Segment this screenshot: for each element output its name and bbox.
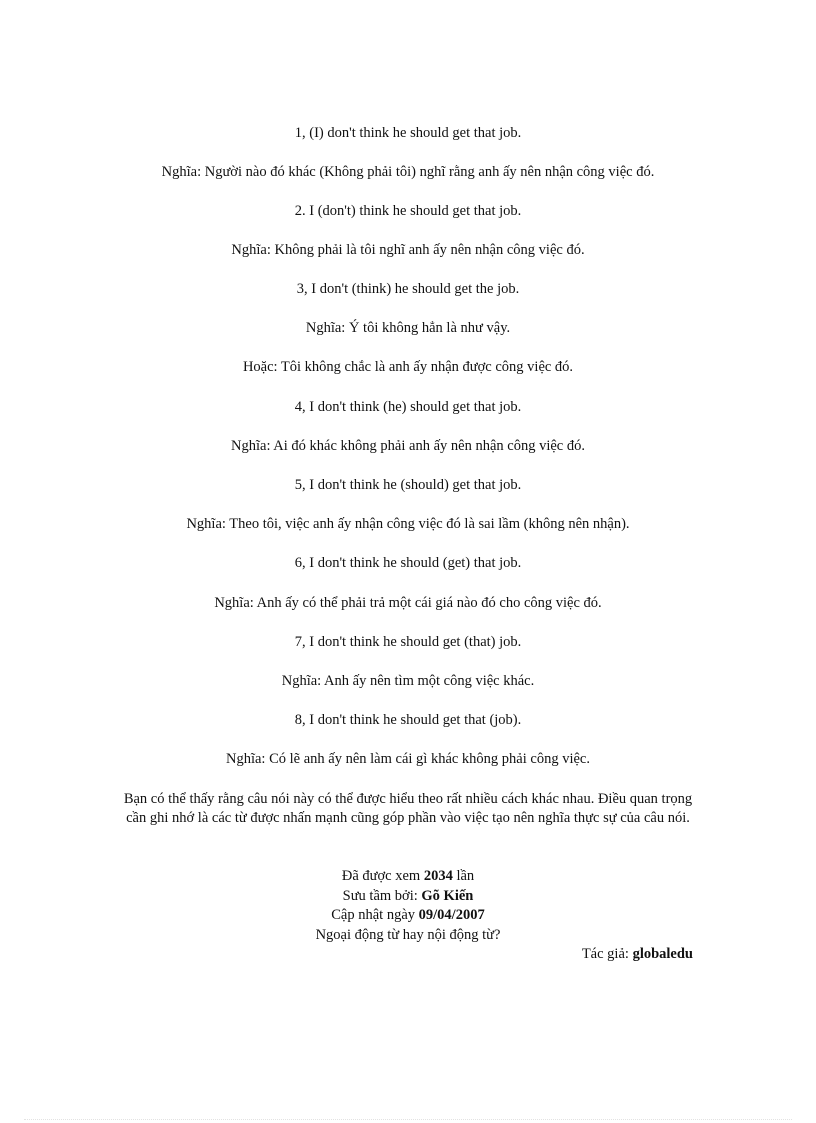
author-line — [582, 945, 693, 964]
author-label: Tác giả: — [581, 946, 633, 962]
meaning-6: Nghĩa: Anh ấy có thể phải trả một cái giá nào đó cho công việc đó. — [214, 595, 602, 611]
summary-paragraph: Bạn có thể thấy rằng câu nói này có thể được hiểu theo rất nhiều cách khác nhau. Điều quan trọng cần ghi nhớ là các từ được nhấn mạnh cũng góp phần vào việc tạo nên nghĩa thực sự của câu nói. — [123, 791, 693, 826]
example-sentence-3: 3, I don't (think) he should get the job. — [296, 281, 520, 297]
meaning-5: Nghĩa: Theo tôi, việc anh ấy nhận công việc đó là sai lầm (không nên nhận). — [186, 516, 630, 532]
collector-label: Sưu tầm bởi: — [342, 887, 422, 904]
author-name[interactable]: globaledu — [632, 946, 693, 962]
example-sentence-4: 4, I don't think (he) should get that job. — [294, 399, 522, 415]
view-count-value: 2034 — [423, 868, 453, 884]
collector-name[interactable]: Gõ Kiến — [421, 887, 474, 904]
example-sentence-7: 7, I don't think he should get (that) job. — [294, 634, 522, 650]
related-article-link[interactable]: Ngoại động từ hay nội động từ? — [315, 926, 501, 943]
meaning-7: Nghĩa: Anh ấy nên tìm một công việc khác. — [281, 673, 535, 689]
view-count-prefix: Đã được xem — [341, 868, 424, 884]
example-sentence-1: 1, (I) don't think he should get that job. — [294, 125, 522, 141]
updated-label: Cập nhật ngày — [331, 907, 419, 923]
meaning-3-alternative: Hoặc: Tôi không chắc là anh ấy nhận được công việc đó. — [242, 359, 574, 375]
example-sentence-2: 2. I (don't) think he should get that job. — [294, 203, 522, 219]
example-sentence-6: 6, I don't think he should (get) that job. — [294, 555, 522, 571]
article-meta — [0, 867, 816, 945]
meaning-1: Nghĩa: Người nào đó khác (Không phải tôi) nghĩ rằng anh ấy nên nhận công việc đó. — [161, 164, 655, 180]
view-count-line — [0, 867, 816, 887]
updated-date: 09/04/2007 — [418, 907, 485, 923]
collector-line — [0, 887, 816, 907]
meaning-4: Nghĩa: Ai đó khác không phải anh ấy nên nhận công việc đó. — [231, 438, 585, 454]
meaning-3: Nghĩa: Ý tôi không hẳn là như vậy. — [305, 320, 511, 336]
example-sentence-8: 8, I don't think he should get that (job). — [294, 712, 522, 728]
page-bottom-divider — [24, 1119, 792, 1120]
view-count-suffix: lần — [452, 868, 475, 884]
meaning-8: Nghĩa: Có lẽ anh ấy nên làm cái gì khác không phải công việc. — [225, 751, 590, 767]
updated-line — [0, 906, 816, 926]
meaning-2: Nghĩa: Không phải là tôi nghĩ anh ấy nên nhận công việc đó. — [231, 242, 585, 258]
example-sentence-5: 5, I don't think he (should) get that job. — [294, 477, 522, 493]
